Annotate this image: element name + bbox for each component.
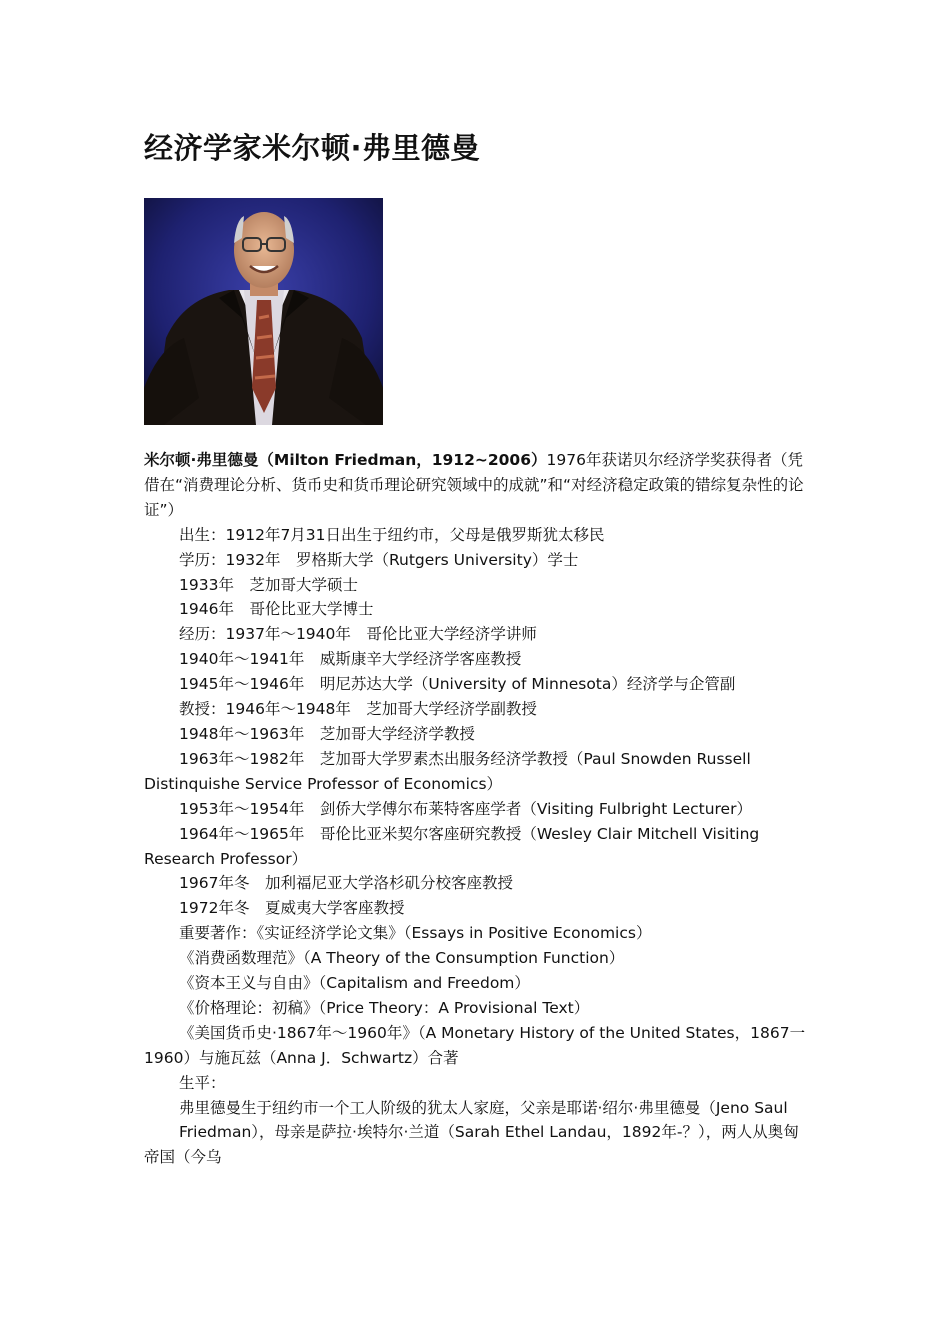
line-career-9: 1967年冬 加利福尼亚大学洛杉矶分校客座教授 — [179, 874, 513, 893]
intro-paragraph — [144, 448, 808, 523]
intro-text: 1976年获诺贝尔经济学奖获得者（凭借在“消费理论分析、货币史和货币理论研究领域中的成就”和“对经济稳定政策的错综复杂性的论证”） — [144, 451, 804, 519]
intro-name: 米尔顿·弗里德曼（Milton Friedman，1912~2006） — [144, 451, 547, 469]
line-career-3: 1945年～1946年 明尼苏达大学（University of Minnesota）经济学与企管副 — [179, 675, 736, 694]
line-works-5: 《美国货币史·1867年～1960年》（A Monetary History of the United States，1867一1960）与施瓦兹（Anna J．Schwartz）合著 — [144, 1023, 806, 1067]
line-career-2: 1940年～1941年 威斯康辛大学经济学客座教授 — [179, 650, 522, 669]
line-career-10: 1972年冬 夏威夷大学客座教授 — [179, 899, 405, 918]
line-works-1: 重要著作：《实证经济学论文集》（Essays in Positive Economics） — [179, 924, 652, 943]
line-career-6: 1963年～1982年 芝加哥大学罗素杰出服务经济学教授（Paul Snowden Russell Distinquishe Service Professor of Economics） — [144, 749, 751, 793]
line-works-3: 《资本王义与自由》（Capitalism and Freedom） — [179, 974, 530, 993]
portrait-photo — [144, 198, 383, 425]
line-works-4: 《价格理论：初稿》（Price Theory：A Provisional Text） — [179, 998, 590, 1017]
biography-body — [144, 448, 808, 1170]
line-life-heading: 生平： — [179, 1073, 226, 1092]
line-career-8: 1964年～1965年 哥伦比亚米契尔客座研究教授（Wesley Clair Mitchell Visiting Research Professor） — [144, 824, 760, 868]
line-life-1: 弗里德曼生于纽约市一个工人阶级的犹太人家庭，父亲是耶诺·绍尔·弗里德曼（Jeno Saul — [179, 1098, 788, 1117]
line-career-7: 1953年～1954年 剑侨大学傅尔布莱特客座学者（Visiting Fulbright Lecturer） — [179, 799, 752, 818]
line-career-5: 1948年～1963年 芝加哥大学经济学教授 — [179, 724, 475, 743]
line-career-4: 教授：1946年～1948年 芝加哥大学经济学副教授 — [179, 700, 537, 719]
line-works-2: 《消费函数理范》（A Theory of the Consumption Function） — [179, 949, 625, 968]
line-career-1: 经历：1937年～1940年 哥伦比亚大学经济学讲师 — [179, 625, 537, 644]
line-life-2: Friedman），母亲是萨拉·埃特尔·兰道（Sarah Ethel Landau，1892年-？），两人从奥匈帝国（今乌 — [144, 1123, 799, 1167]
document-title: 经济学家米尔顿·弗里德曼 — [144, 131, 481, 165]
line-education-3: 1946年 哥伦比亚大学博士 — [179, 600, 374, 619]
line-education-1: 学历：1932年 罗格斯大学（Rutgers University）学士 — [179, 550, 579, 569]
line-education-2: 1933年 芝加哥大学硕士 — [179, 575, 358, 594]
portrait-icon — [144, 198, 383, 425]
line-birth: 出生：1912年7月31日出生于纽约市，父母是俄罗斯犹太移民 — [179, 525, 605, 544]
